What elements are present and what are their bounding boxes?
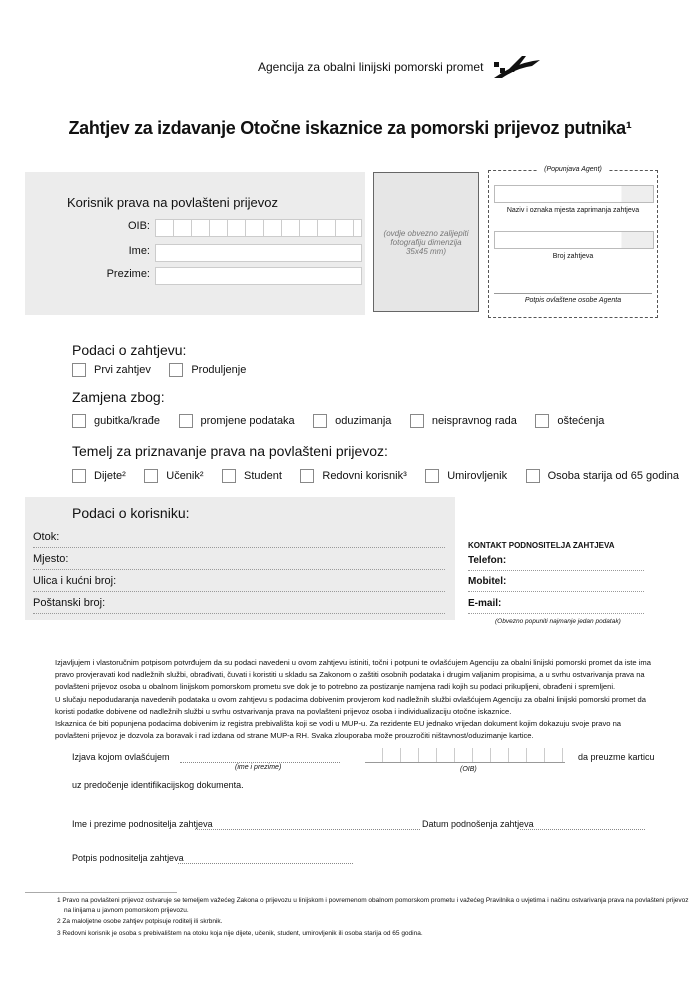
- name-caption: (ime i prezime): [235, 764, 282, 771]
- prezime-input[interactable]: [155, 267, 362, 285]
- authorization-prefix: Izjava kojom ovlašćujem: [72, 752, 170, 762]
- agent-signature-line: [494, 293, 652, 294]
- agency-name: Agencija za obalni linijski pomorski promet: [258, 60, 484, 74]
- phone-field[interactable]: Telefon:: [468, 555, 644, 571]
- user-box-heading: Korisnik prava na povlašteni prijevoz: [67, 195, 278, 210]
- footnote-1: 1 Pravo na povlašteni prijevoz ostvaruje se temeljem važećeg Zakona o prijevozu u linijskom i povremenom obalnom pomorskom prometu i važećeg Pravilnika o uvjetima i načinu ostvarivanja prava na povlašteni prijevoz: [57, 897, 689, 904]
- footnote-2: 2 Za maloljetne osobe zahtjev potpisuje roditelj ili skrbnik.: [57, 918, 223, 925]
- user-data-heading: Podaci o korisniku:: [72, 505, 190, 521]
- agent-signature-caption: Potpis ovlaštene osobe Agenta: [524, 297, 622, 304]
- contact-note: (Obvezno popuniti najmanje jedan podatak): [495, 618, 621, 625]
- oib-caption: (OIB): [460, 766, 477, 773]
- form-title: Zahtjev za izdavanje Otočne iskaznice za pomorski prijevoz putnika¹: [68, 118, 632, 138]
- footnote-1-cont: na linijama u javnom pomorskom prijevozu.: [64, 907, 189, 914]
- date-label: Datum podnošenja zahtjeva: [422, 819, 534, 829]
- request-options: [72, 363, 260, 382]
- contact-heading: KONTAKT PODNOSITELJA ZAHTJEVA: [468, 541, 615, 550]
- authorized-name-input[interactable]: [180, 762, 340, 763]
- authorization-line2: uz predočenje identifikacijskog dokumenta.: [72, 780, 244, 790]
- declaration-paragraph-1: Izjavljujem i vlastoručnim potpisom potvrđujem da su podaci navedeni u ovom zahtjevu istiniti, točni i potpuni te ovlašćujem Agenciju za obalni linijski pomorski promet da iste ima pravo provjeravati kod nadležnih službi, obrađivati, čuvati i koristiti u skladu sa Zakonom o zaštiti osobnih podataka i drugim valjanim propisima, a u svrhu ostvarivanja prava na povlašteni prijevoz osoba u obalnom linijskom pomorskom prometu sve dok je to potrebno za postizanje namjena radi kojih su podaci prikupljeni, obrađeni i spremljeni.: [55, 658, 651, 692]
- applicant-signature-input[interactable]: [178, 863, 353, 864]
- applicant-name-label: Ime i prezime podnositelja zahtjeva: [72, 819, 213, 829]
- place-caption: Naziv i oznaka mjesta zaprimanja zahtjeva: [506, 207, 640, 214]
- declaration-text: [55, 657, 655, 742]
- replacement-options: [72, 414, 618, 433]
- checkbox-regular-user[interactable]: Redovni korisnik³: [300, 469, 406, 483]
- email-field[interactable]: E-mail:: [468, 598, 644, 614]
- declaration-paragraph-3: Iskaznica će biti popunjena podacima dobivenim iz registra prebivališta koji se vodi u MUP-u. Za rezidente EU jednako vrijedan dokument kojim dokazuju svoje pravo na povlašteni prijevoz je dozvola za boravak i rad izdana od strane MUP-a RH. Svaka zlouporaba može prouzročiti ništavnost/oduzimanje kartice.: [55, 719, 622, 741]
- photo-instructions: (ovdje obvezno zalijepiti fotografiju dimenzija 35x45 mm): [383, 228, 469, 256]
- agency-logo-icon: [492, 52, 542, 82]
- basis-heading: Temelj za priznavanje prava na povlašteni prijevoz:: [72, 443, 388, 459]
- street-field[interactable]: Ulica i kućni broj:: [33, 575, 445, 592]
- checkbox-student[interactable]: Student: [222, 469, 282, 483]
- postal-code-field[interactable]: Poštanski broj:: [33, 597, 445, 614]
- ime-label: Ime:: [128, 245, 150, 257]
- declaration-paragraph-2: U slučaju nepodudaranja navedenih podataka u ovom zahtjevu s podacima dobivenim provjerom kod nadležnih službi ovlašćujem Agenciju za obalni linijski pomorski promet da koristi podatke dobivene od nadležnih službi u svrhu ostvarivanja prava na povlašteni prijevoz osoba i individualizaciju otočne iskaznice.: [55, 694, 646, 716]
- applicant-name-input[interactable]: [195, 829, 420, 830]
- checkbox-loss-theft[interactable]: gubitka/krađe: [72, 414, 160, 428]
- checkbox-first-request[interactable]: Prvi zahtjev: [72, 363, 151, 377]
- agent-box: [488, 166, 658, 318]
- ime-input[interactable]: [155, 244, 362, 262]
- checkbox-senior[interactable]: Osoba starija od 65 godina: [526, 469, 679, 483]
- island-field[interactable]: Otok:: [33, 531, 445, 548]
- authorization-suffix: da preuzme karticu: [578, 752, 655, 762]
- oib-label: OIB:: [127, 220, 150, 232]
- photo-placeholder: [373, 172, 479, 312]
- applicant-signature-label: Potpis podnositelja zahtjeva: [72, 853, 184, 863]
- checkbox-data-change[interactable]: promjene podataka: [179, 414, 295, 428]
- agent-header: (Popunjava Agent): [538, 166, 608, 173]
- replacement-heading: Zamjena zbog:: [72, 389, 165, 405]
- checkbox-renewal[interactable]: Produljenje: [169, 363, 246, 377]
- request-number-caption: Broj zahtjeva: [552, 253, 594, 260]
- date-input[interactable]: [520, 829, 645, 830]
- checkbox-damage[interactable]: oštećenja: [535, 414, 604, 428]
- authorized-oib-input[interactable]: [365, 748, 565, 763]
- prezime-label: Prezime:: [106, 268, 150, 280]
- checkbox-malfunction[interactable]: neispravnog rada: [410, 414, 517, 428]
- checkbox-child[interactable]: Dijete²: [72, 469, 126, 483]
- request-number-input[interactable]: [494, 231, 654, 249]
- place-input[interactable]: [494, 185, 654, 203]
- mobile-field[interactable]: Mobitel:: [468, 576, 644, 592]
- user-box: [25, 172, 365, 315]
- checkbox-pupil[interactable]: Učenik²: [144, 469, 203, 483]
- oib-input[interactable]: [155, 219, 362, 237]
- place-field[interactable]: Mjesto:: [33, 553, 445, 570]
- request-heading: Podaci o zahtjevu:: [72, 342, 187, 358]
- checkbox-pensioner[interactable]: Umirovljenik: [425, 469, 507, 483]
- footnote-divider: [25, 892, 177, 893]
- footnote-3: 3 Redovni korisnik je osoba s prebivalištem na otoku koja nije dijete, učenik, student, umirovljenik ili osoba starija od 65 godina.: [57, 930, 423, 937]
- basis-options: [72, 469, 693, 488]
- checkbox-seizure[interactable]: oduzimanja: [313, 414, 391, 428]
